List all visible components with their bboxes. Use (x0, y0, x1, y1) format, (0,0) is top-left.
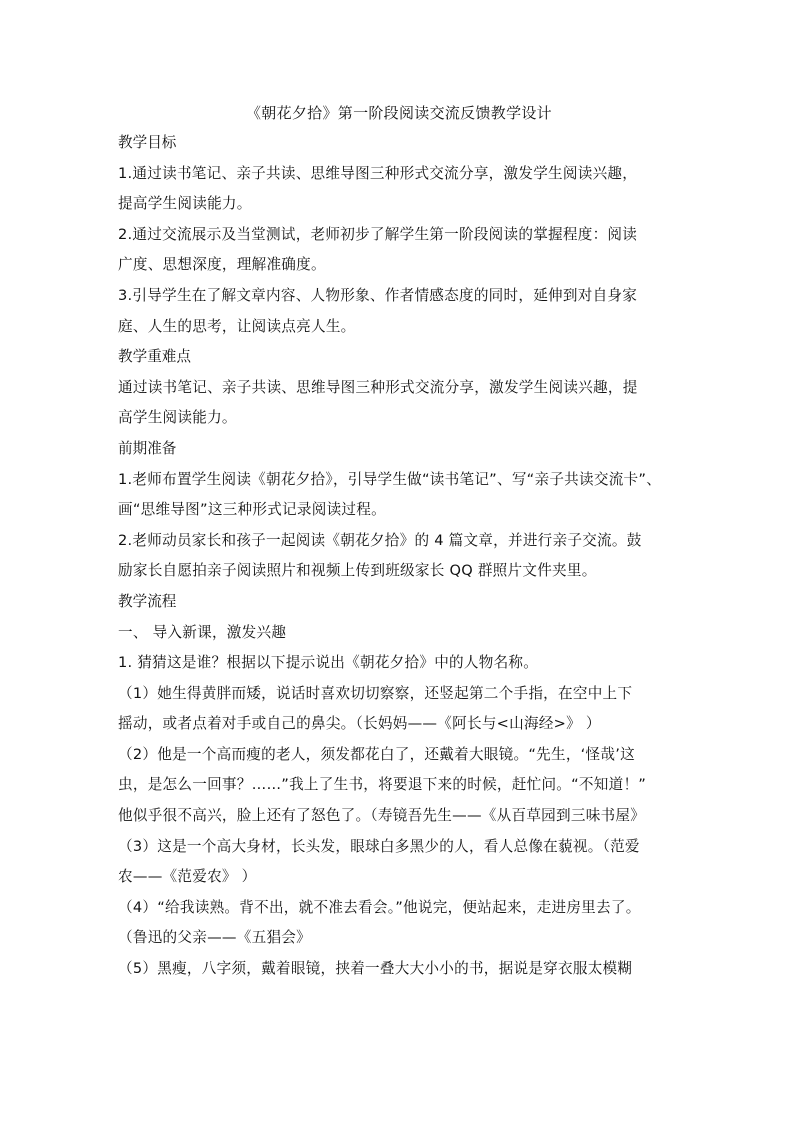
paragraph-line: 3.引导学生在了解文章内容、人物形象、作者情感态度的同时，延伸到对自身家 (118, 286, 638, 304)
paragraph-line: （4）“给我读熟。背不出，就不准去看会。”他说完，便站起来，走进房里去了。 (118, 898, 641, 916)
paragraph-line: 虫，是怎么一回事？……”我上了生书，将要退下来的时候，赶忙问。“不知道！” (118, 776, 647, 794)
section-heading-objectives: 教学目标 (118, 134, 177, 151)
paragraph-line: 高学生阅读能力。 (118, 409, 237, 427)
paragraph-line: 1.老师布置学生阅读《朝花夕拾》，引导学生做“读书笔记”、写“亲子共读交流卡”、 (118, 470, 662, 488)
section-heading-process: 教学流程 (118, 592, 177, 610)
paragraph-line: （2）他是一个高而瘦的老人，须发都花白了，还戴着大眼镜。“先生，‘怪哉’这 (118, 745, 635, 763)
paragraph-line: （1）她生得黄胖而矮，说话时喜欢切切察察，还竖起第二个手指，在空中上下 (118, 684, 633, 702)
paragraph-line: 摇动，或者点着对手或自己的鼻尖。（长妈妈——《阿长与<山海经>》 ） (118, 715, 601, 733)
section-heading-preparation: 前期准备 (118, 439, 177, 457)
paragraph-line: 农——《范爱农》 ） (118, 868, 257, 886)
paragraph-line: 励家长自愿拍亲子阅读照片和视频上传到班级家长 QQ 群照片文件夹里。 (118, 562, 597, 580)
paragraph-line: 画“思维导图”这三种形式记录阅读过程。 (118, 501, 386, 519)
paragraph-line: 他似乎很不高兴，脸上还有了怒色了。（寿镜吾先生——《从百草园到三味书屋》 (118, 807, 646, 825)
paragraph-line: （鲁迅的父亲——《五猖会》 (118, 929, 311, 947)
paragraph-line: （5）黑瘦，八字须，戴着眼镜，挟着一叠大大小小的书，据说是穿衣服太模糊 (118, 960, 633, 978)
document-title: 《朝花夕拾》第一阶段阅读交流反馈教学设计 (245, 104, 552, 122)
paragraph-line: （3）这是一个高大身材，长头发，眼球白多黑少的人，看人总像在藐视。（范爱 (118, 837, 640, 855)
paragraph-line: 1.通过读书笔记、亲子共读、思维导图三种形式交流分享，激发学生阅读兴趣， (118, 164, 638, 182)
paragraph-line: 庭、人生的思考，让阅读点亮人生。 (118, 317, 356, 335)
section-heading-key-points: 教学重难点 (118, 348, 191, 366)
paragraph-line: 一、 导入新课，激发兴趣 (118, 623, 287, 641)
paragraph-line: 提高学生阅读能力。 (118, 195, 252, 213)
paragraph-line: 广度、思想深度，理解准确度。 (118, 256, 326, 274)
paragraph-line: 1. 猜猜这是谁？根据以下提示说出《朝花夕拾》中的人物名称。 (118, 654, 539, 672)
paragraph-line: 通过读书笔记、亲子共读、思维导图三种形式交流分享，激发学生阅读兴趣，提 (118, 378, 638, 396)
paragraph-line: 2.老师动员家长和孩子一起阅读《朝花夕拾》的 4 篇文章，并进行亲子交流。鼓 (118, 531, 642, 549)
document-page (118, 98, 680, 985)
paragraph-line: 2.通过交流展示及当堂测试，老师初步了解学生第一阶段阅读的掌握程度：阅读 (118, 225, 638, 243)
